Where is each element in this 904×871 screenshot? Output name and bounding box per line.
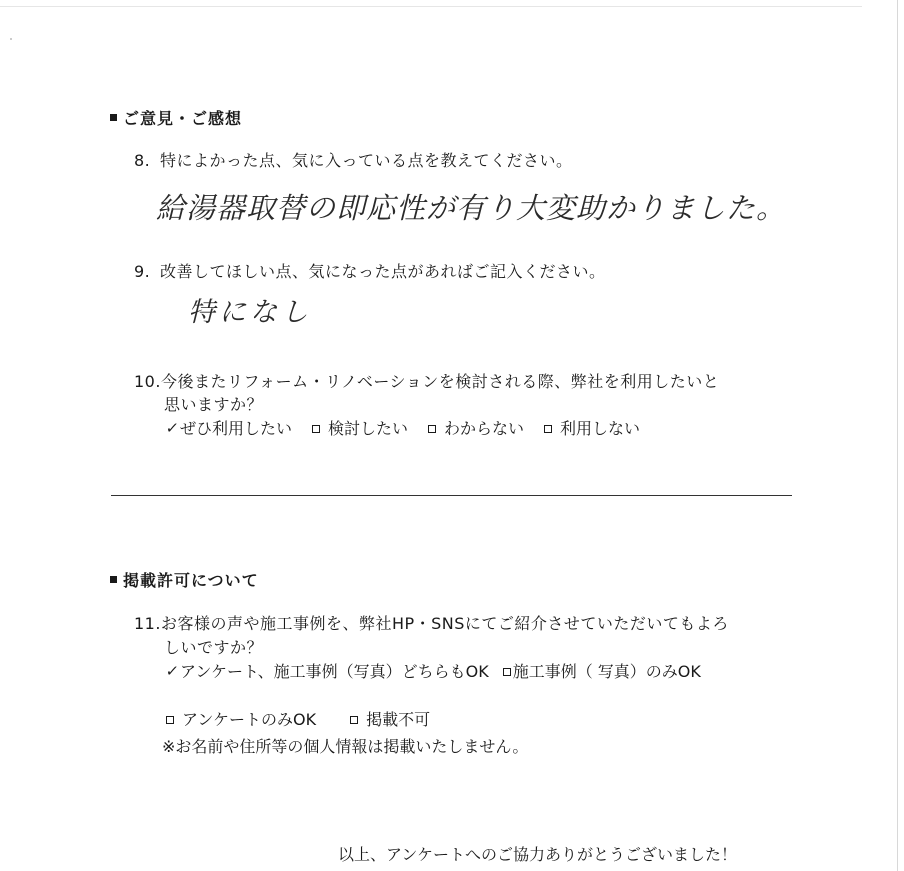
option-label: アンケート、施工事例（写真）どちらもOK	[180, 662, 489, 681]
checkbox-icon[interactable]	[503, 668, 511, 676]
option-label: 利用しない	[560, 419, 641, 438]
question-text: 特によかった点、気に入っている点を教えてください。	[160, 151, 573, 170]
option-both-ok[interactable]	[166, 659, 489, 682]
question-9	[134, 259, 606, 282]
square-bullet-icon	[110, 114, 117, 121]
option-label: わからない	[444, 419, 525, 438]
square-bullet-icon	[110, 576, 117, 583]
option-photos-only[interactable]	[503, 659, 701, 682]
checkbox-icon[interactable]	[166, 716, 174, 724]
section-heading-feedback	[110, 106, 242, 129]
question-number: 11.	[134, 614, 161, 633]
checkbox-icon[interactable]	[312, 425, 320, 433]
checkbox-icon[interactable]	[544, 425, 552, 433]
option-dont-know[interactable]	[428, 416, 524, 439]
privacy-note: ※お名前や住所等の個人情報は掲載いたしません。	[162, 737, 529, 756]
option-consider[interactable]	[312, 416, 408, 439]
page-edge-top	[0, 6, 862, 7]
handwritten-answer-9: 特になし	[188, 297, 312, 328]
option-label: 施工事例（ 写真）のみOK	[512, 662, 701, 681]
option-no-publish[interactable]	[350, 707, 430, 730]
question-11-options-row1	[166, 659, 701, 682]
question-text-line1: 今後またリフォーム・リノベーションを検討される際、弊社を利用したいと	[160, 372, 720, 391]
question-8	[134, 148, 573, 171]
section-divider	[111, 495, 792, 496]
section-heading-permission	[110, 568, 259, 591]
section-heading-text: 掲載許可について	[123, 571, 259, 590]
question-text-line1: お客様の声や施工事例を、弊社HP・SNSにてご紹介させていただいてもよろ	[160, 614, 729, 633]
option-label: アンケートのみOK	[182, 710, 317, 729]
question-number: 8.	[134, 151, 151, 170]
question-10	[134, 369, 719, 392]
option-wont-use[interactable]	[544, 416, 640, 439]
option-label: 掲載不可	[366, 710, 431, 729]
question-number: 10.	[134, 372, 161, 391]
question-11	[134, 611, 729, 634]
question-11-line2: しいですか？	[164, 638, 264, 657]
checkbox-icon[interactable]	[428, 425, 436, 433]
option-label: 検討したい	[328, 419, 409, 438]
section-heading-text: ご意見・ご感想	[123, 109, 243, 128]
question-11-options-row2	[166, 707, 430, 730]
check-mark-icon: ✓	[164, 661, 180, 680]
handwritten-answer-8: 給湯器取替の即応性が有り大変助かりました。	[156, 191, 787, 225]
checkbox-icon[interactable]	[350, 716, 358, 724]
scan-speck	[10, 38, 12, 40]
thank-you-message: 以上、アンケートへのご協力ありがとうございました！	[338, 845, 738, 864]
question-text: 改善してほしい点、気になった点があればご記入ください。	[160, 262, 606, 281]
question-10-options	[166, 416, 640, 439]
question-number: 9.	[134, 262, 151, 281]
option-survey-only[interactable]	[166, 707, 316, 730]
page-edge-right	[897, 0, 898, 871]
check-mark-icon: ✓	[164, 418, 180, 437]
question-10-line2: 思いますか？	[164, 395, 264, 414]
option-definitely-use[interactable]	[166, 416, 292, 439]
option-label: ぜひ利用したい	[180, 419, 293, 438]
